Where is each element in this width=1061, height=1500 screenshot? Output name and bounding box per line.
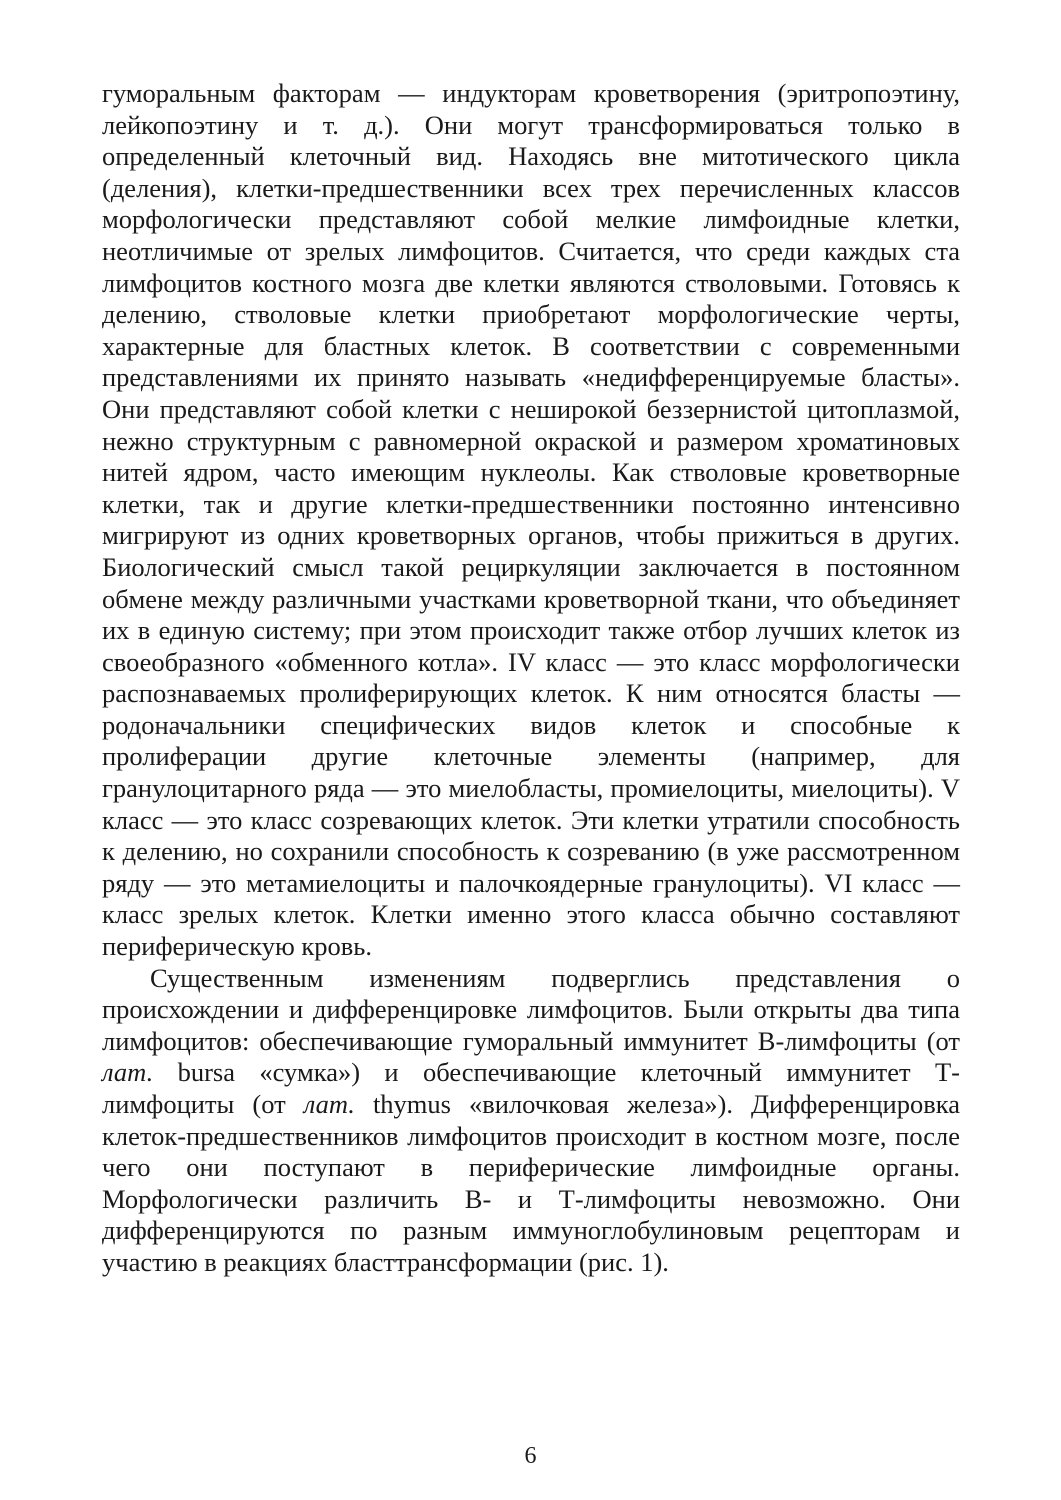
body-text xyxy=(102,78,960,1279)
paragraph-blood-cell-classes xyxy=(102,78,960,963)
paragraph-lymphocytes xyxy=(102,963,960,1279)
text-segment: bursa «сумка») и обеспечивающие клеточный иммунитет Т-лимфоциты (от xyxy=(102,1057,960,1119)
text-segment: Существенным изменениям подверглись представления о происхождении и дифференцировке лимфоцитов. Были открыты два типа лимфоцитов: обеспечивающие гуморальный иммунитет В-лимфоциты (от xyxy=(102,962,960,1056)
latin-abbreviation: лат. xyxy=(303,1089,355,1119)
page-number: 6 xyxy=(524,1443,537,1469)
text-segment: thymus «вилочковая железа»). Дифференцировка клеток-предшественников лимфоцитов происходит в костном мозге, после чего они поступают в периферические лимфоидные органы. Морфологически различить В- и Т-лимфоциты невозможно. Они дифференцируются по разным иммуноглобулиновым рецепторам и участию в реакциях бласттрансформации (рис. 1). xyxy=(102,1089,960,1277)
text-segment: гуморальным факторам — индукторам кроветворения (эритропоэтину, лейкопоэтину и т. д.). Они могут трансформироваться только в определенный клеточный вид. Находясь вне митотического цикла (деления), клетки-предшественники всех трех перечисленных классов морфологически представляют собой мелкие лимфоидные клетки, неотличимые от зрелых лимфоцитов. Считается, что среди каждых ста лимфоцитов костного мозга две клетки являются стволовыми. Готовясь к делению, стволовые клетки приобретают морфологические черты, характерные для бластных клеток. В соответствии с современными представлениями их принято называть «недифференцируемые бласты». Они представляют собой клетки с неширокой беззернистой цитоплазмой, нежно структурным с равномерной окраской и размером хроматиновых нитей ядром, часто имеющим нуклеолы. Как стволовые кроветворные клетки, так и другие клетки-предшественники постоянно интенсивно мигрируют из одних кроветворных органов, чтобы прижиться в других. Биологический смысл такой рециркуляции заключается в постоянном обмене между различными участками кроветворной ткани, что объединяет их в единую систему; при этом происходит также отбор лучших клеток из своеобразного «обменного котла». IV класс — это класс морфологически распознаваемых пролиферирующих клеток. К ним относятся бласты — родоначальники специфических видов клеток и способные к пролиферации другие клеточные элементы (например, для гранулоцитарного ряда — это миелобласты, промиелоциты, миелоциты). V класс — это класс созревающих клеток. Эти клетки утратили способность к делению, но сохранили способность к созреванию (в уже рассмотренном ряду — это метамиелоциты и палочкоядерные гранулоциты). VI класс — класс зрелых клеток. Клетки именно этого класса обычно составляют периферическую кровь. xyxy=(102,78,960,962)
latin-abbreviation: лат. xyxy=(102,1057,154,1088)
